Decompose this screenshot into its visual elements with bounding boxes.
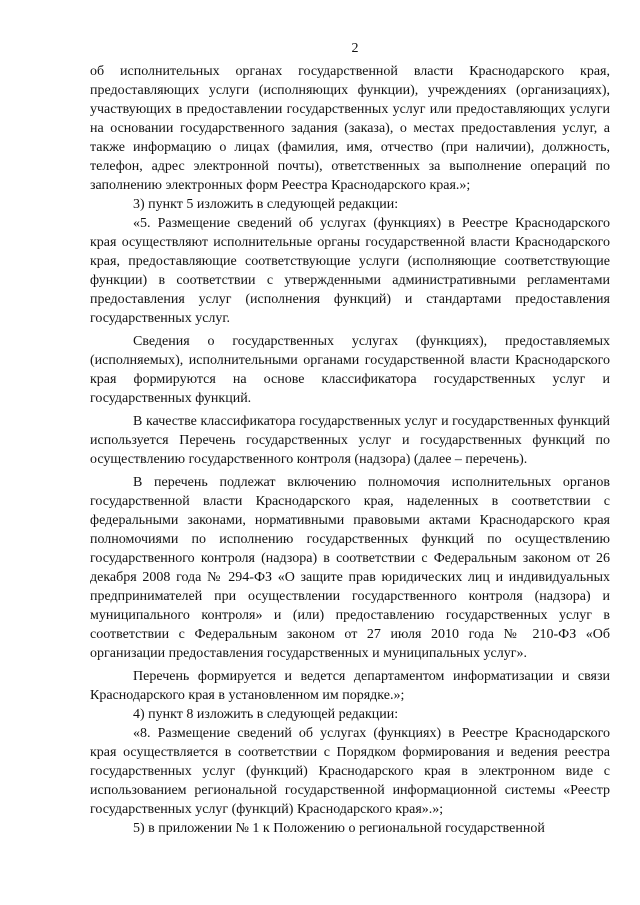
page-number: 2 <box>351 41 359 56</box>
paragraph-clause-8: «8. Размещение сведений об услугах (функциях) в Реестре Краснодарского края осуществляется в соответствии с Порядком формирования и ведения реестра государственных услуг (функций) Краснодарского края в электронном виде с использованием региональной государственной информационной системы «Реестр государственных услуг (функций) Краснодарского края».»; <box>90 726 610 817</box>
paragraph-item-4: 4) пункт 8 изложить в следующей редакции: <box>133 707 399 722</box>
paragraph-list-inclusion: В перечень подлежат включению полномочия исполнительных органов государственной власти Краснодарского края, наделенных в соответствии с федеральными законами, нормативными правовыми актами Краснодарского края полномочиями по исполнению государственных функций по осуществлению государственного контроля (надзора) в соответствии с Федеральным законом от 26 декабря 2008 года № 294-ФЗ «О защите прав юридических лиц и индивидуальных предпринимателей при осуществлении государственного контроля (надзора) и муниципального контроля» и (или) предоставлению государственных услуг в соответствии с Федеральным законом от 27 июля 2010 года № 210-ФЗ «Об организации предоставления государственных и муниципальных услуг». <box>90 475 610 661</box>
document-page <box>90 40 610 838</box>
paragraph-continuation: об исполнительных органах государственной власти Краснодарского края, предоставляющих услуги (исполняющих функции), учреждениях (организациях), участвующих в предоставлении государственных услуг или предоставляющих услуги на основании государственного задания (заказа), о местах предоставления услуг, а также информацию о лицах (фамилия, имя, отчество (при наличии), должность, телефон, адрес электронной почты), ответственных за выполнение операций по заполнению электронных форм Реестра Краснодарского края.»; <box>90 64 610 193</box>
paragraph-services-info: Сведения о государственных услугах (функциях), предоставляемых (исполняемых), исполнительными органами государственной власти Краснодарского края формируются на основе классификатора государственных услуг и государственных функций. <box>90 334 610 406</box>
paragraph-classifier: В качестве классификатора государственных услуг и государственных функций используется Перечень государственных услуг и государственных функций по осуществлению государственного контроля (надзора) (далее – перечень). <box>90 414 610 467</box>
paragraph-clause-5: «5. Размещение сведений об услугах (функциях) в Реестре Краснодарского края осуществляют исполнительные органы государственной власти Краснодарского края, предоставляющие соответствующие услуги (исполняющие соответствующие функции) в соответствии с утвержденными административными регламентами предоставления услуг (исполнения функций) и стандартами предоставления государственных услуг. <box>90 216 610 326</box>
paragraph-item-3: 3) пункт 5 изложить в следующей редакции: <box>133 197 399 212</box>
paragraph-list-maintenance: Перечень формируется и ведется департаментом информатизации и связи Краснодарского края в установленном им порядке.»; <box>90 669 610 703</box>
paragraph-item-5: 5) в приложении № 1 к Положению о региональной государственной <box>133 821 545 836</box>
